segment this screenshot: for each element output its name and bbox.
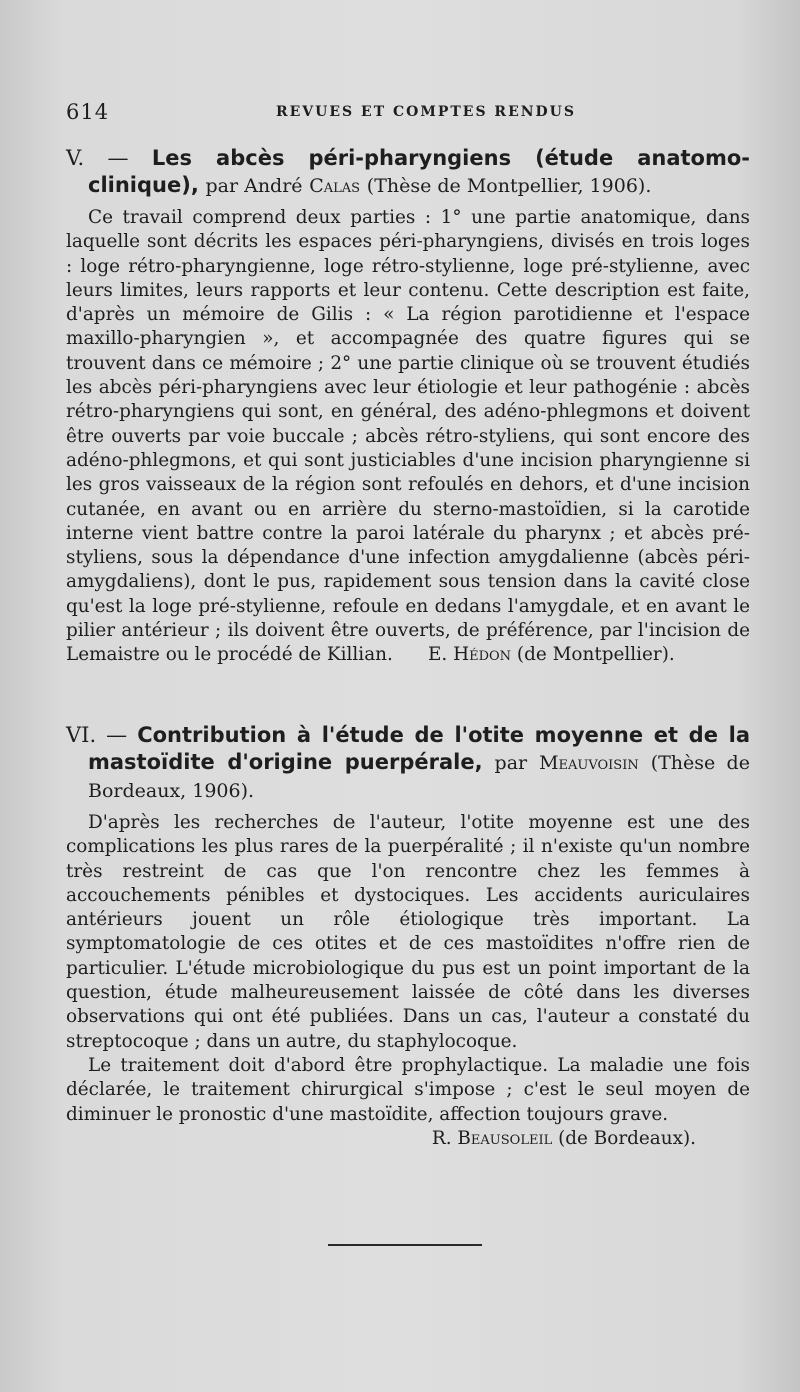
paragraph-text: Ce travail comprend deux parties : 1° une partie anatomique, dans laquelle sont décrits les espaces péri-pharyngiens, divisés en trois loges : loge rétro-pharyngienne, loge rétro-stylienne, loge pré-stylienne, avec leurs limites, leurs rapports et leur contenu. Cette description est faite, d'après un mémoire de Gilis : « La région parotidienne et l'espace maxillo-pharyngien », et accompagnée des quatre figures qui se trouvent dans ce mémoire ; 2° une partie clinique où se trouvent étudiés les abcès péri-pharyngiens avec leur étiologie et leur pathogénie : abcès rétro-pharyngiens qui sont, en général, des adéno-phlegmons et doivent être ouverts par voie buccale ; abcès rétro-styliens, qui sont encore des adéno-phlegmons, et qui sont justiciables d'une incision pharyngienne si les gros vaisseaux de la région sont refoulés en dehors, et d'une incision cutanée, en avant ou en arrière du sterno-mastoïdien, si la carotide interne vient battre contre la paroi latérale du pharynx ; et abcès pré-styliens, sous la dépendance d'une infection amygdalienne (abcès péri-amygdaliens), dont le pus, rapidement sous tension dans la cavité close qu'est la loge pré-stylienne, refoule en dedans l'amygdale, et en avant le pilier antérieur ; ils doivent être ouverts, de préférence, par l'incision de Lemaistre ou le procédé de Killian. [66, 207, 750, 666]
article-author: Calas [309, 175, 361, 197]
running-title: REVUES ET COMPTES RENDUS [276, 104, 576, 120]
signature-place: (de Montpellier). [516, 644, 675, 666]
article-paragraph: D'après les recherches de l'auteur, l'otite moyenne est une des complications les plus rares de la puerpéralité ; il n'existe qu'un nombre très restreint de cas que l'on rencontre chez les femmes à accouchements pénibles et dystociques. Les accidents auriculaires antérieurs jouent un rôle étiologique très important. La symptomatologie de ces otites et de ces mastoïdites n'offre rien de particulier. L'étude microbiologique du pus est un point important de la question, étude malheureusement laissée de côté dans les diverses observations qui ont été publiées. Dans un cas, l'auteur a constaté du streptocoque ; dans un autre, du staphylocoque. [66, 812, 750, 1052]
article-source: (Thèse de Montpellier, 1906). [366, 175, 652, 197]
article-by: par André [205, 175, 303, 197]
article-author: Meauvoisin [539, 752, 639, 774]
article-paragraph: Le traitement doit d'abord être prophylactique. La maladie une fois déclarée, le traitement chirurgical s'impose ; c'est le seul moyen de diminuer le pronostic d'une mastoïdite, affection toujours grave. [66, 1054, 750, 1125]
signature-place: (de Bordeaux). [558, 1127, 696, 1149]
signature-initial: E. [427, 644, 448, 666]
page-number: 614 [66, 100, 110, 124]
signature-name: Hédon [453, 644, 512, 666]
article-number: VI. — [66, 723, 128, 747]
article-paragraph [66, 206, 750, 668]
article-title: Les abcès péri-pharyngiens (étude anatomo-clinique), [88, 146, 750, 197]
reviewer-signature [428, 644, 675, 665]
signature-initial: R. [431, 1127, 452, 1149]
article-number: V. — [66, 146, 129, 170]
reviewer-signature [66, 1127, 750, 1151]
signature-name: Beausoleil [457, 1127, 553, 1149]
article-v [66, 145, 750, 668]
article-title: Contribution à l'étude de l'otite moyenne et de la mastoïdite d'origine puerpérale, [88, 723, 750, 774]
article-heading [66, 722, 750, 805]
section-end-rule [328, 1244, 482, 1246]
article-by: par [494, 752, 528, 774]
page-header [66, 100, 756, 130]
article-vi [66, 722, 750, 1151]
article-heading [66, 145, 750, 200]
article-source: (Thèse de Bordeaux, 1906). [88, 752, 750, 802]
